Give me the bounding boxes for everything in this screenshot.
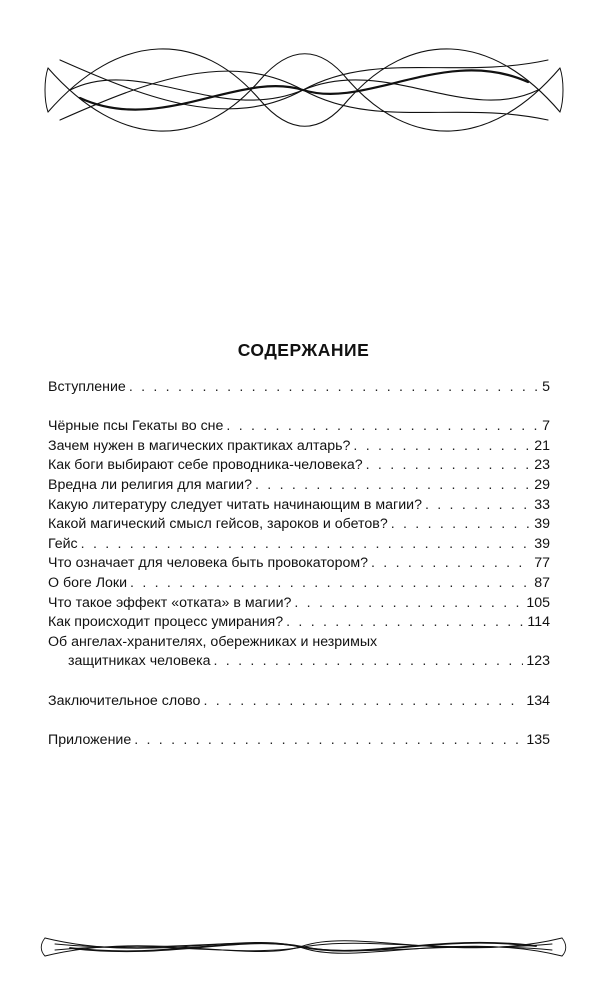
toc-entry-title: Что такое эффект «отката» в магии? <box>48 594 292 611</box>
toc-entry-title: Чёрные псы Гекаты во сне <box>48 418 224 435</box>
toc-entry[interactable] <box>48 515 550 535</box>
toc-leader-dots <box>286 613 524 633</box>
toc-leader-dots <box>134 731 523 751</box>
toc-entry-page: 134 <box>526 692 550 709</box>
toc-entry-title: Приложение <box>48 731 132 748</box>
toc-leader-dots <box>425 496 531 516</box>
toc-entry[interactable] <box>48 476 550 496</box>
decorative-flourish-top <box>0 40 607 140</box>
toc-entry-title: Гейс <box>48 535 78 552</box>
toc-leader-dots <box>81 535 532 555</box>
toc-entry-page: 21 <box>534 437 550 454</box>
toc-entry[interactable] <box>48 417 550 437</box>
decorative-flourish-bottom <box>0 924 607 970</box>
toc-leader-dots <box>130 574 531 594</box>
toc-entry[interactable] <box>48 574 550 594</box>
toc-leader-dots <box>255 476 531 496</box>
toc-entry[interactable] <box>48 535 550 555</box>
toc-entry-title: Вредна ли религия для магии? <box>48 476 253 493</box>
toc-entry-title: Какой магический смысл гейсов, зароков и обетов? <box>48 516 388 533</box>
toc-entry-title: Заключительное слово <box>48 692 201 709</box>
toc-entry[interactable] <box>48 456 550 476</box>
page-title: СОДЕРЖАНИЕ <box>237 340 370 360</box>
toc-entry[interactable] <box>48 554 550 574</box>
toc-leader-dots <box>129 378 539 398</box>
toc-entry-page: 39 <box>534 535 550 552</box>
toc-leader-dots <box>391 515 532 535</box>
toc-spacer <box>48 711 550 731</box>
toc-leader-dots <box>203 692 523 712</box>
toc-entry-title: Вступление <box>48 379 126 395</box>
toc-entry[interactable] <box>48 437 550 457</box>
toc-entry-title-line2: защитниках человека <box>68 653 211 670</box>
toc-entry-title: Какую литературу следует читать начинающим в магии? <box>48 496 422 513</box>
toc-leader-dots <box>366 456 532 476</box>
toc-entry[interactable] <box>48 496 550 516</box>
toc-entry-intro[interactable] <box>48 378 550 398</box>
toc-entry-page: 105 <box>526 594 550 611</box>
toc-entry-title-line1: Об ангелах-хранителях, обережниках и незримых <box>48 633 378 650</box>
table-of-contents <box>48 378 550 750</box>
toc-entry-appendix[interactable] <box>48 731 550 751</box>
toc-spacer <box>48 672 550 692</box>
toc-entry-page: 7 <box>542 418 550 435</box>
toc-entry-guardians[interactable] <box>48 633 550 672</box>
toc-entry-page: 114 <box>527 614 550 631</box>
toc-leader-dots <box>371 554 531 574</box>
toc-entry-page: 33 <box>534 496 550 513</box>
toc-entry-title: Зачем нужен в магических практиках алтарь? <box>48 437 351 454</box>
toc-entry-title: Как боги выбирают себе проводника-человека? <box>48 457 363 474</box>
toc-entry-title: Как происходит процесс умирания? <box>48 614 284 631</box>
toc-entry-conclusion[interactable] <box>48 692 550 712</box>
toc-entry-page: 135 <box>526 731 550 748</box>
toc-entry-title: Что означает для человека быть провокатором? <box>48 555 368 572</box>
toc-entry-page: 39 <box>534 516 550 533</box>
toc-entry-page: 23 <box>534 457 550 474</box>
toc-entry-page: 87 <box>534 574 550 591</box>
toc-leader-dots <box>294 594 523 614</box>
toc-spacer <box>48 398 550 418</box>
toc-leader-dots <box>353 437 531 457</box>
toc-entry-page: 5 <box>542 379 550 395</box>
toc-entry-page: 29 <box>534 476 550 493</box>
toc-leader-dots <box>226 417 539 437</box>
toc-leader-dots <box>214 652 524 672</box>
toc-entry-page: 123 <box>526 653 550 670</box>
toc-entry[interactable] <box>48 613 550 633</box>
toc-entry-page: 77 <box>534 555 550 572</box>
toc-entry[interactable] <box>48 594 550 614</box>
toc-entry-title: О боге Локи <box>48 574 128 591</box>
